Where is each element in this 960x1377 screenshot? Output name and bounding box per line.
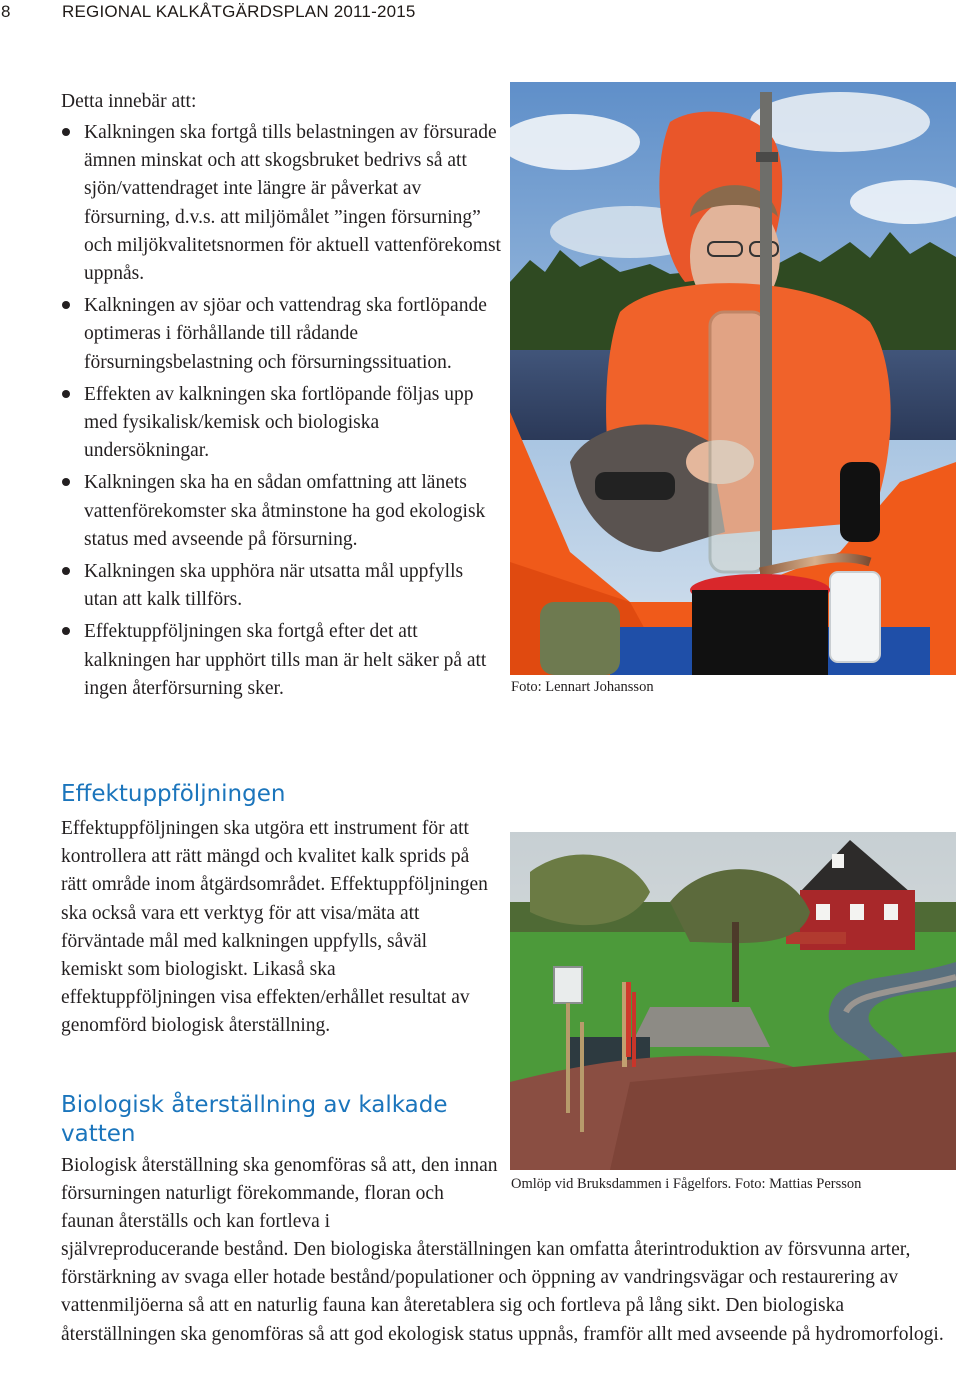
list-item <box>61 119 501 288</box>
section-heading-effektuppfoljning: Effektuppföljningen <box>61 781 286 807</box>
list-item-text: Effektuppföljningen ska fortgå efter det att kalkningen har upphört tills man är helt säker på att ingen återförsurning sker. <box>84 621 487 699</box>
bullet-icon <box>62 128 70 136</box>
photo-caption: Omlöp vid Bruksdammen i Fågelfors. Foto: Mattias Persson <box>511 1176 862 1192</box>
list-item <box>61 558 501 614</box>
bullet-icon <box>62 301 70 309</box>
section-body-effektuppfoljning: Effektuppföljningen ska utgöra ett instrument för att kontrollera att rätt mängd och kvalitet kalk sprids på rätt område inom åtgärdsområdet. Effektuppföljningen ska också vara ett verktyg för att visa/mäta att förväntade mål med kalkningen uppfylls, såväl kemiskt som biologiskt. Likaså ska effektuppföljningen visa effekten/erhållet resultat av genomförd biologisk återställning. <box>61 818 488 1037</box>
section-heading-biologisk-aterstallning: Biologisk återställning av kalkade vatten <box>61 1092 448 1147</box>
list-item <box>61 618 501 703</box>
page-number: 8 <box>1 2 11 21</box>
photo-bypass-channel <box>510 832 956 1170</box>
list-item-text: Kalkningen ska upphöra när utsatta mål uppfylls utan att kalk tillförs. <box>84 561 464 611</box>
intro-text: Detta innebär att: <box>61 91 197 112</box>
section-body-biologisk-aterstallning-continued: självreproducerande bestånd. Den biologiska återställningen kan omfatta återintroduktion av försvunna arter, förstärkning av svaga eller hotade bestånd/populationer och öppning av vandringsvägar och restaurering av vattenmiljöerna så att en naturlig fauna kan återetablera sig och fortleva på lång sikt. Den biologiska återställningen ska genomföras så att god ekologisk status uppnås, framför allt med avseende på hydromorfologi. <box>61 1239 944 1345</box>
requirements-list <box>61 119 501 707</box>
list-item <box>61 292 501 377</box>
list-item <box>61 381 501 466</box>
list-item-text: Effekten av kalkningen ska fortlöpande följas upp med fysikalisk/kemisk och biologiska undersökningar. <box>84 383 474 462</box>
list-item <box>61 469 501 554</box>
bullet-icon <box>62 627 70 635</box>
list-item-text: Kalkningen ska fortgå tills belastningen av försurade ämnen minskat och att skogsbruket bedrivs så att sjön/vattendraget inte längre är påverkat av försurning, d.v.s. att miljömålet ”ingen försurning” och miljökvalitetsnormen för aktuell vattenförekomst uppnås. <box>84 122 501 285</box>
section-body-biologisk-aterstallning: Biologisk återställning ska genomföras så att, den innan försurningen naturligt förekommande, floran och faunan återställs och kan fortleva i <box>61 1155 498 1233</box>
running-title: REGIONAL KALKÅTGÄRDSPLAN 2011-2015 <box>62 2 416 21</box>
list-item-text: Kalkningen ska ha en sådan omfattning att länets vattenförekomster ska åtminstone ha god ekologisk status med avseende på försurning. <box>84 472 486 550</box>
photo-credit: Foto: Lennart Johansson <box>511 679 654 695</box>
bullet-icon <box>62 478 70 486</box>
bullet-icon <box>62 567 70 575</box>
list-item-text: Kalkningen av sjöar och vattendrag ska fortlöpande optimeras i förhållande till rådande försurningsbelastning och försurningssituation. <box>84 295 487 373</box>
bullet-icon <box>62 390 70 398</box>
photo-water-sampling <box>510 82 956 675</box>
